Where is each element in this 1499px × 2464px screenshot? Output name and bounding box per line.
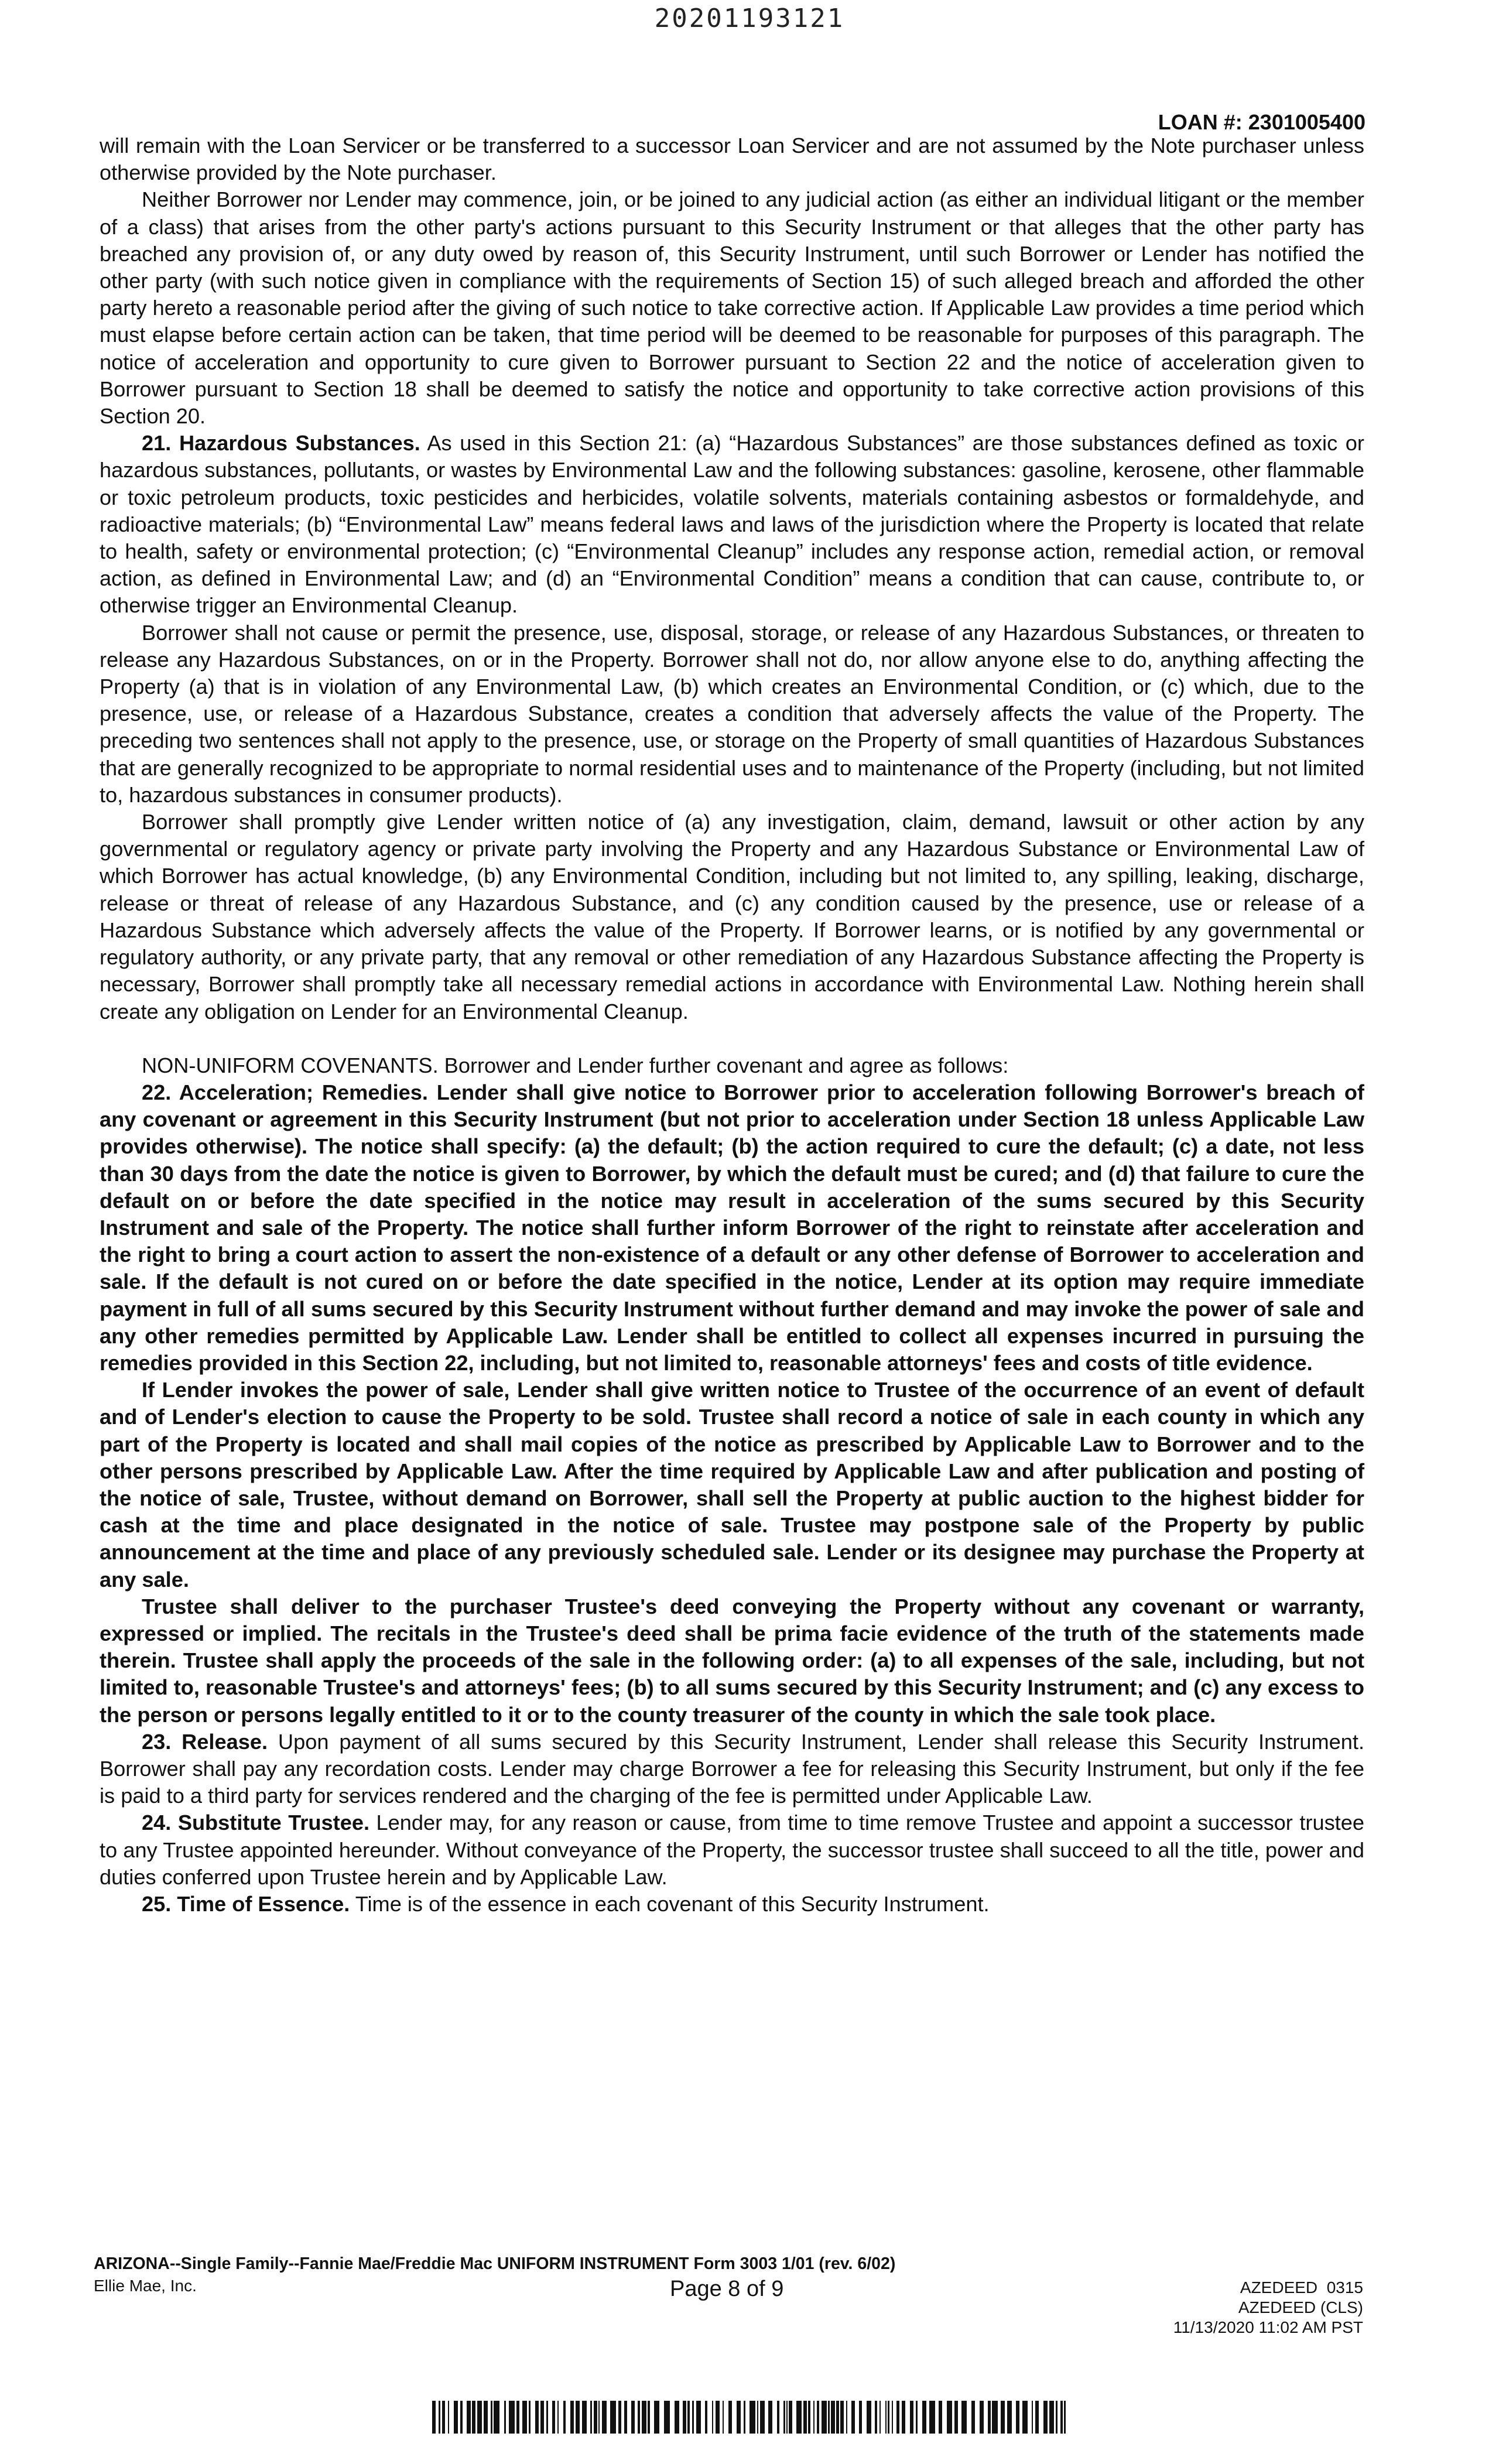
barcode-bar xyxy=(1056,2401,1057,2434)
paragraph-text: Time is of the essence in each covenant of this Security Instrument. xyxy=(350,1892,990,1916)
barcode-bar xyxy=(696,2401,701,2434)
barcode-bar xyxy=(602,2401,607,2434)
barcode-bar xyxy=(631,2401,635,2434)
barcode-bar xyxy=(910,2401,913,2434)
barcode-bar xyxy=(813,2401,814,2434)
barcode-bar xyxy=(808,2401,810,2434)
barcode-bar xyxy=(867,2401,871,2434)
paragraph xyxy=(100,1593,1364,1729)
paragraph xyxy=(100,1079,1364,1377)
barcode-bar xyxy=(638,2401,640,2434)
barcode-bar xyxy=(961,2401,967,2434)
barcode-bar xyxy=(939,2401,942,2434)
barcode-bar xyxy=(477,2401,482,2434)
barcode-bar xyxy=(1016,2401,1019,2434)
barcode-bar xyxy=(1060,2401,1063,2434)
barcode-bar xyxy=(777,2401,779,2434)
barcode-bar xyxy=(971,2401,975,2434)
barcode-bar xyxy=(491,2401,492,2434)
barcode-bar xyxy=(576,2401,580,2434)
barcode-bar xyxy=(590,2401,592,2434)
barcode-bar xyxy=(712,2401,713,2434)
barcode-bar xyxy=(494,2401,499,2434)
footer-form-code: AZEDEED 0315 xyxy=(1240,2278,1363,2297)
barcode-bar xyxy=(980,2401,984,2434)
barcode-bar xyxy=(728,2401,732,2434)
footer-company: Ellie Mae, Inc. xyxy=(94,2277,197,2295)
barcode-bar xyxy=(664,2401,670,2434)
paragraph-text: Neither Borrower nor Lender may commence, join, or be joined to any judicial action (as either an individual litigant or the member of a class) that arises from the other party's actions pursuant to this Security Instrument or that alleges that the other party has breached any provision of, or any duty owed by reason of, this Security Instrument, until such Borrower or Lender has notified the other party (with such notice given in compliance with the requirements of Section 15) of such alleged breach and afforded the other party hereto a reasonable period after the giving of such notice to take corrective action. If Applicable Law provides a time period which must elapse before certain action can be taken, that time period will be deemed to be reasonable for purposes of this paragraph. The notice of acceleration and opportunity to cure given to Borrower pursuant to Section 22 and the notice of acceleration given to Borrower pursuant to Section 18 shall be deemed to satisfy the notice and opportunity to take corrective action provisions of this Section 20. xyxy=(100,187,1364,429)
paragraph xyxy=(100,132,1364,186)
barcode-bar xyxy=(885,2401,887,2434)
barcode-bar xyxy=(618,2401,621,2434)
barcode-bar xyxy=(472,2401,475,2434)
paragraph-text: As used in this Section 21: (a) “Hazardous Substances” are those substances defined as toxic or hazardous substances, pollutants, or wastes by Environmental Law and the following substances: gasoline, kerosene, other flammable or toxic petroleum products, toxic pesticides and herbicides, volatile solvents, materials containing asbestos or formaldehyde, and radioactive materials; (b) “Environmental Law” means federal laws and laws of the jurisdiction where the Property is located that relate to health, safety or environmental protection; (c) “Environmental Cleanup” includes any response action, remedial action, or removal action, as defined in Environmental Law; and (d) an “Environmental Condition” means a condition that can cause, contribute to, or otherwise trigger an Environmental Cleanup. xyxy=(100,431,1364,618)
paragraph-text: Borrower shall not cause or permit the presence, use, disposal, storage, or release of any Hazardous Substances, or threaten to release any Hazardous Substances, on or in the Property. Borrower shall not do, nor allow anyone else to do, anything affecting the Property (a) that is in violation of any Environmental Law, (b) which creates an Environmental Condition, or (c) which, due to the presence, use, or release of a Hazardous Substance, creates a condition that adversely affects the value of the Property. The preceding two sentences shall not apply to the presence, use, or storage on the Property of small quantities of Hazardous Substances that are generally recognized to be appropriate to normal residential uses and to maintenance of the Property (including, but not limited to, hazardous substances in consumer products). xyxy=(100,620,1364,807)
section-heading: 25. Time of Essence. xyxy=(142,1892,350,1916)
barcode-bar xyxy=(896,2401,899,2434)
barcode-bar xyxy=(947,2401,952,2434)
barcode-bar xyxy=(1035,2401,1039,2434)
section-heading: 22. Acceleration; Remedies. xyxy=(142,1080,428,1104)
barcode-bar xyxy=(598,2401,600,2434)
barcode-bar xyxy=(760,2401,765,2434)
barcode-bar xyxy=(1032,2401,1033,2434)
barcode-bar xyxy=(836,2401,839,2434)
barcode-bar xyxy=(892,2401,893,2434)
barcode-bar xyxy=(716,2401,720,2434)
barcode-bar xyxy=(992,2401,998,2434)
section-heading: 23. Release. xyxy=(142,1729,268,1754)
barcode-bar xyxy=(796,2401,802,2434)
barcode-bar xyxy=(683,2401,686,2434)
paragraph xyxy=(100,1809,1364,1891)
barcode-bar xyxy=(546,2401,548,2434)
barcode-bar xyxy=(504,2401,506,2434)
barcode-bar xyxy=(744,2401,745,2434)
barcode-bar xyxy=(516,2401,519,2434)
paragraph-text: Lender shall give notice to Borrower prior to acceleration following Borrower's breach of any covenant or agreement in this Security Instrument (but not prior to acceleration under Section 18 unless Applicable Law provides otherwise). The notice shall specify: (a) the default; (b) the action required to cure the default; (c) a date, not less than 30 days from the date the notice is given to Borrower, by which the default must be cured; and (d) that failure to cure the default on or before the date specified in the notice may result in acceleration of the sums secured by this Security Instrument and sale of the Property. The notice shall further inform Borrower of the right to reinstate after acceleration and the right to bring a court action to assert the non-existence of a default or any other defense of Borrower to acceleration and sale. If the default is not cured on or before the date specified in the notice, Lender at its option may require immediate payment in full of all sums secured by this Security Instrument without further demand and may invoke the power of sale and any other remedies permitted by Applicable Law. Lender shall be entitled to collect all expenses incurred in pursuing the remedies provided in this Section 22, including, but not limited to, reasonable attorneys' fees and costs of title evidence. xyxy=(100,1080,1364,1375)
barcode-bar xyxy=(563,2401,566,2434)
barcode-bar xyxy=(879,2401,881,2434)
paragraph-text: If Lender invokes the power of sale, Lender shall give written notice to Trustee of the occurrence of an event of default and of Lender's election to cause the Property to be sold. Trustee shall record a notice of sale in each county in which any part of the Property is located and shall mail copies of the notice as prescribed by Applicable Law to Borrower and to the other persons prescribed by Applicable Law. After the time required by Applicable Law and after publication and posting of the notice of sale, Trustee, without demand on Borrower, shall sell the Property at public auction to the highest bidder for cash at the time and place designated in the notice of sale. Trustee may postpone sale of the Property by public announcement at the time and place of any previously scheduled sale. Lender or its designee may purchase the Property at any sale. xyxy=(100,1378,1364,1592)
paragraph xyxy=(100,186,1364,430)
paragraph xyxy=(100,1729,1364,1810)
barcode-bar xyxy=(432,2401,436,2434)
barcode-bar xyxy=(654,2401,659,2434)
barcode-bar xyxy=(540,2401,544,2434)
barcode-bar xyxy=(1001,2401,1005,2434)
barcode-bar xyxy=(448,2401,449,2434)
barcode-bar xyxy=(675,2401,679,2434)
barcode-bar xyxy=(582,2401,587,2434)
barcode-bar xyxy=(442,2401,445,2434)
section-heading: 21. Hazardous Substances. xyxy=(142,431,420,456)
barcode-bar xyxy=(1064,2401,1066,2434)
barcode-bar xyxy=(828,2401,830,2434)
barcode-bar xyxy=(642,2401,646,2434)
paragraph xyxy=(100,1891,1364,1918)
barcode-bar xyxy=(929,2401,935,2434)
barcode-bar xyxy=(454,2401,458,2434)
barcode-bar xyxy=(570,2401,574,2434)
barcode-bar xyxy=(552,2401,555,2434)
barcode-bar xyxy=(822,2401,827,2434)
barcode-bar xyxy=(757,2401,758,2434)
footer-page-number: Page 8 of 9 xyxy=(670,2277,784,2301)
barcode-bar xyxy=(439,2401,440,2434)
barcode-image xyxy=(432,2401,1066,2434)
barcode-bar xyxy=(460,2401,463,2434)
barcode-bar xyxy=(831,2401,835,2434)
barcode-bar xyxy=(529,2401,531,2434)
barcode-bar xyxy=(535,2401,539,2434)
barcode-bar xyxy=(610,2401,616,2434)
barcode-bar xyxy=(705,2401,707,2434)
barcode-bar xyxy=(557,2401,559,2434)
barcode-bar xyxy=(594,2401,597,2434)
paragraph xyxy=(100,620,1364,809)
barcode-bar xyxy=(484,2401,488,2434)
barcode-bar xyxy=(786,2401,788,2434)
barcode-bar xyxy=(916,2401,918,2434)
footer-codes xyxy=(1173,2278,1363,2338)
paragraph-text: Borrower shall promptly give Lender written notice of (a) any investigation, claim, demand, lawsuit or other action by any governmental or regulatory agency or private party involving the Property and any Hazardous Substance or Environmental Law of which Borrower has actual knowledge, (b) any Environmental Condition, including but not limited to, any spilling, leaking, discharge, release or threat of release of any Hazardous Substance, and (c) any condition caused by the presence, use or release of a Hazardous Substance which adversely affects the value of the Property. If Borrower learns, or is notified by any governmental or regulatory authority, or any private party, that any removal or other remediation of any Hazardous Substance affecting the Property is necessary, Borrower shall promptly take all necessary remedial actions in accordance with Environmental Law. Nothing herein shall create any obligation on Lender for an Environmental Cleanup. xyxy=(100,810,1364,1024)
paragraph xyxy=(100,1052,1364,1079)
footer-timestamp: 11/13/2020 11:02 AM PST xyxy=(1173,2318,1363,2336)
document-body xyxy=(100,132,1364,1918)
paragraph xyxy=(100,430,1364,619)
barcode-bar xyxy=(875,2401,877,2434)
barcode-bar xyxy=(1022,2401,1028,2434)
footer-cls-code: AZEDEED (CLS) xyxy=(1238,2298,1363,2316)
barcode-bar xyxy=(687,2401,690,2434)
loan-number: LOAN #: 2301005400 xyxy=(1158,110,1365,134)
paragraph-text: Upon payment of all sums secured by this Security Instrument, Lender shall release this Security Instrument. Borrower shall pay any recordation costs. Lender may charge Borrower a fee for releasing this Security Instrument, but only if the fee is paid to a third party for services rendered and the charging of the fee is permitted under Applicable Law. xyxy=(100,1729,1364,1808)
paragraph-text: will remain with the Loan Servicer or be transferred to a successor Loan Servicer and are not assumed by the Note purchaser unless otherwise provided by the Note purchaser. xyxy=(100,134,1364,185)
barcode-bar xyxy=(846,2401,847,2434)
barcode-bar xyxy=(624,2401,627,2434)
barcode-bar xyxy=(902,2401,905,2434)
paragraph xyxy=(100,809,1364,1025)
barcode-bar xyxy=(522,2401,527,2434)
barcode-bar xyxy=(692,2401,694,2434)
barcode-bar xyxy=(840,2401,844,2434)
barcode-bar xyxy=(851,2401,855,2434)
paragraph xyxy=(100,1377,1364,1593)
barcode-bar xyxy=(783,2401,785,2434)
barcode-bar xyxy=(467,2401,471,2434)
section-heading: 24. Substitute Trustee. xyxy=(142,1811,370,1835)
footer-form-title: ARIZONA--Single Family--Fannie Mae/Freddie Mac UNIFORM INSTRUMENT Form 3003 1/01 (rev. 6/02) xyxy=(94,2254,896,2273)
barcode-bar xyxy=(789,2401,792,2434)
barcode-bar xyxy=(648,2401,650,2434)
barcode-bar xyxy=(1007,2401,1012,2434)
barcode-bar xyxy=(803,2401,807,2434)
barcode-bar xyxy=(509,2401,515,2434)
barcode-bar xyxy=(817,2401,819,2434)
barcode-bar xyxy=(988,2401,991,2434)
paragraph-text: NON-UNIFORM COVENANTS. Borrower and Lender further covenant and agree as follows: xyxy=(142,1053,1009,1077)
barcode-bar xyxy=(1043,2401,1048,2434)
paragraph-text: Lender may, for any reason or cause, from time to time remove Trustee and appoint a successor trustee to any Trustee appointed hereunder. Without conveyance of the Property, the successor trustee shall succeed to all the title, power and duties conferred upon Trustee herein and by Applicable Law. xyxy=(100,1811,1364,1889)
barcode-bar xyxy=(859,2401,862,2434)
barcode-bar xyxy=(723,2401,724,2434)
paragraph-text: Trustee shall deliver to the purchaser Trustee's deed conveying the Property without any covenant or warranty, expressed or implied. The recitals in the Trustee's deed shall be prima facie evidence of the truth of the statements made therein. Trustee shall apply the proceeds of the sale in the following order: (a) to all expenses of the sale, including, but not limited to, reasonable Trustee's and attorneys' fees; (b) to all sums secured by this Security Instrument; and (c) any excess to the person or persons legally entitled to it or to the county treasurer of the county in which the sale took place. xyxy=(100,1594,1364,1727)
barcode-bar xyxy=(750,2401,755,2434)
barcode-bar xyxy=(737,2401,741,2434)
barcode-bar xyxy=(1049,2401,1054,2434)
barcode-bar xyxy=(954,2401,958,2434)
barcode-bar xyxy=(922,2401,926,2434)
barcode-bar xyxy=(888,2401,889,2434)
recording-number: 20201193121 xyxy=(654,4,845,33)
barcode-bar xyxy=(768,2401,772,2434)
